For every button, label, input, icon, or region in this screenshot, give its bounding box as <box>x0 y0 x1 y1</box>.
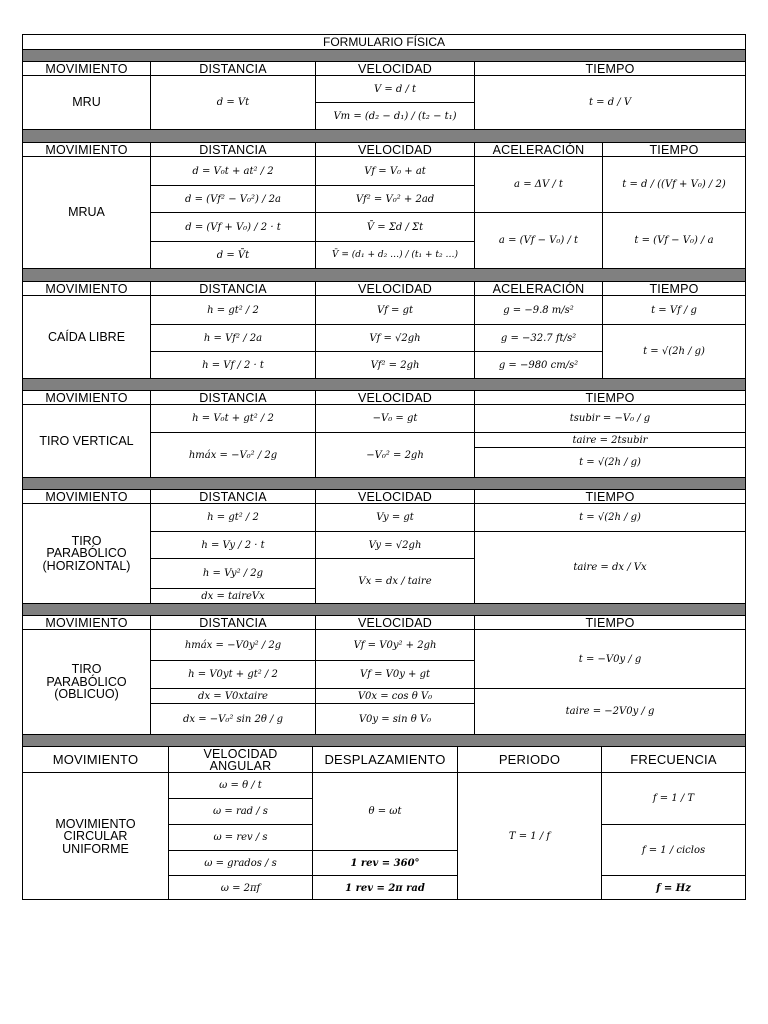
formula: V̄ = Σd / Σt <box>366 221 424 233</box>
formula: V = d / t <box>373 83 417 95</box>
header-velocidad: VELOCIDAD <box>357 490 433 503</box>
formula: d = (Vf + V₀) / 2 · t <box>185 221 281 233</box>
formula: t = √(2h / g) <box>579 512 641 523</box>
formula: t = d / V <box>588 97 632 108</box>
formula: Vf = √2gh <box>369 332 421 344</box>
formula: taire = −2V0y / g <box>565 706 655 717</box>
formula: Vm = (d₂ − d₁) / (t₂ − t₁) <box>333 110 457 122</box>
formula: Vf = gt <box>376 304 414 316</box>
formula: t = Vf / g <box>651 304 697 316</box>
formula: ω = rev / s <box>213 832 268 843</box>
header-aceleracion: ACELERACIÓN <box>492 143 585 156</box>
formula: Vf = V0y + gt <box>359 669 431 680</box>
formula: ω = rad / s <box>213 806 268 817</box>
formula: Vf² = V₀² + 2ad <box>355 193 435 205</box>
formula: h = gt² / 2 <box>207 304 259 316</box>
separator-bar <box>23 477 745 490</box>
formula: ω = grados / s <box>204 857 277 869</box>
header-distancia: DISTANCIA <box>199 282 267 295</box>
formula: g = −980 cm/s² <box>498 359 579 371</box>
section-name-tiro-oblicuo: TIRO PARABÓLICO (OBLICUO) <box>46 662 127 702</box>
header-movimiento: MOVIMIENTO <box>45 282 128 295</box>
formula: h = gt² / 2 <box>207 512 259 523</box>
formula: dx = −V₀² sin 2θ / g <box>182 713 284 725</box>
formula: a = (Vf − V₀) / t <box>498 235 579 246</box>
formula: g = −9.8 m/s² <box>503 304 574 316</box>
header-movimiento: MOVIMIENTO <box>45 62 128 75</box>
formula: t = √(2h / g) <box>643 346 705 357</box>
formula: V̄ = (d₁ + d₂ …) / (t₁ + t₂ …) <box>332 249 458 260</box>
formula: ω = θ / t <box>219 780 262 791</box>
formula: −V₀ = gt <box>372 413 418 424</box>
formula: d = Vt <box>216 97 250 108</box>
header-movimiento: MOVIMIENTO <box>45 391 128 404</box>
header-distancia: DISTANCIA <box>199 62 267 75</box>
section-name-mru: MRU <box>72 95 101 110</box>
header-velocidad: VELOCIDAD <box>357 62 433 75</box>
header-tiempo: TIEMPO <box>585 391 635 404</box>
header-distancia: DISTANCIA <box>199 143 267 156</box>
header-distancia: DISTANCIA <box>199 616 267 629</box>
formula: t = −V0y / g <box>578 653 642 665</box>
formula: −V₀² = 2gh <box>366 449 424 461</box>
header-distancia: DISTANCIA <box>199 391 267 404</box>
header-movimiento: MOVIMIENTO <box>45 143 128 156</box>
formula: f = Hz <box>656 882 691 894</box>
formula: 1 rev = 2π rad <box>345 882 425 894</box>
formula: Vf² = 2gh <box>370 359 420 371</box>
header-tiempo: TIEMPO <box>649 282 699 295</box>
formula: T = 1 / f <box>508 831 551 842</box>
header-velocidad: VELOCIDAD <box>357 616 433 629</box>
formula: Vy = gt <box>376 512 414 523</box>
formula: h = Vy² / 2g <box>202 568 264 579</box>
header-movimiento: MOVIMIENTO <box>45 490 128 503</box>
formula: d = V₀t + at² / 2 <box>192 165 274 177</box>
formula: dx = V0xtaire <box>198 690 268 702</box>
page-title: FORMULARIO FÍSICA <box>23 35 745 50</box>
formula: 1 rev = 360° <box>350 857 420 869</box>
header-tiempo: TIEMPO <box>585 62 635 75</box>
header-frecuencia: FRECUENCIA <box>630 751 717 767</box>
header-tiempo: TIEMPO <box>585 490 635 503</box>
header-movimiento: MOVIMIENTO <box>45 616 128 629</box>
formula: t = √(2h / g) <box>579 457 641 468</box>
formula: h = Vf / 2 · t <box>202 359 264 371</box>
formula: hmáx = −V₀² / 2g <box>188 449 278 461</box>
formula: h = V0yt + gt² / 2 <box>188 669 278 680</box>
formula: hmáx = −V0y² / 2g <box>184 639 282 651</box>
section-name-mcu: MOVIMIENTO CIRCULAR UNIFORME <box>55 816 136 856</box>
formula: dx = taireVx <box>201 590 265 602</box>
header-velocidad-angular: VELOCIDAD ANGULAR <box>203 747 278 772</box>
formula: a = ΔV / t <box>514 179 563 190</box>
formula: h = Vf² / 2a <box>203 332 263 344</box>
formula: d = V̄t <box>216 249 250 261</box>
header-periodo: PERIODO <box>498 751 561 767</box>
separator-bar <box>23 49 745 62</box>
header-aceleracion: ACELERACIÓN <box>492 282 585 295</box>
header-tiempo: TIEMPO <box>649 143 699 156</box>
separator-bar <box>23 603 745 616</box>
formula: t = d / ((Vf + V₀) / 2) <box>622 179 726 190</box>
header-tiempo: TIEMPO <box>585 616 635 629</box>
header-velocidad: VELOCIDAD <box>357 143 433 156</box>
formula: f = 1 / T <box>652 793 695 804</box>
formula: d = (Vf² − V₀²) / 2a <box>185 193 281 205</box>
section-name-caida-libre: CAÍDA LIBRE <box>47 329 126 344</box>
separator-bar <box>23 268 745 282</box>
formula: V0y = sin θ V₀ <box>358 713 432 725</box>
formula: tsubir = −V₀ / g <box>569 413 651 424</box>
header-movimiento: MOVIMIENTO <box>52 751 139 767</box>
header-velocidad: VELOCIDAD <box>357 282 433 295</box>
formula: ω = 2πf <box>220 882 261 894</box>
header-distancia: DISTANCIA <box>199 490 267 503</box>
formula-sheet <box>22 34 746 900</box>
formula: t = (Vf − V₀) / a <box>634 235 714 246</box>
formula: Vx = dx / taire <box>358 575 432 587</box>
formula: Vf = V0y² + 2gh <box>353 639 437 651</box>
formula: h = Vy / 2 · t <box>201 539 265 551</box>
section-name-mrua: MRUA <box>68 205 105 220</box>
formula: g = −32.7 ft/s² <box>500 332 577 344</box>
separator-bar <box>23 378 745 391</box>
formula: V0x = cos θ V₀ <box>357 690 433 702</box>
separator-bar <box>23 734 745 747</box>
formula: f = 1 / ciclos <box>641 844 706 856</box>
header-velocidad: VELOCIDAD <box>357 391 433 404</box>
section-name-tiro-vertical: TIRO VERTICAL <box>39 433 134 448</box>
formula: Vy = √2gh <box>368 539 422 551</box>
formula: taire = 2tsubir <box>572 434 648 446</box>
header-desplazamiento: DESPLAZAMIENTO <box>324 751 446 767</box>
formula: h = V₀t + gt² / 2 <box>192 413 274 424</box>
formula: taire = dx / Vx <box>573 562 647 573</box>
formula: Vf = V₀ + at <box>364 165 426 177</box>
section-name-tiro-horizontal: TIRO PARABÓLICO (HORIZONTAL) <box>42 533 131 573</box>
formula: θ = ωt <box>368 806 402 817</box>
separator-bar <box>23 129 745 143</box>
